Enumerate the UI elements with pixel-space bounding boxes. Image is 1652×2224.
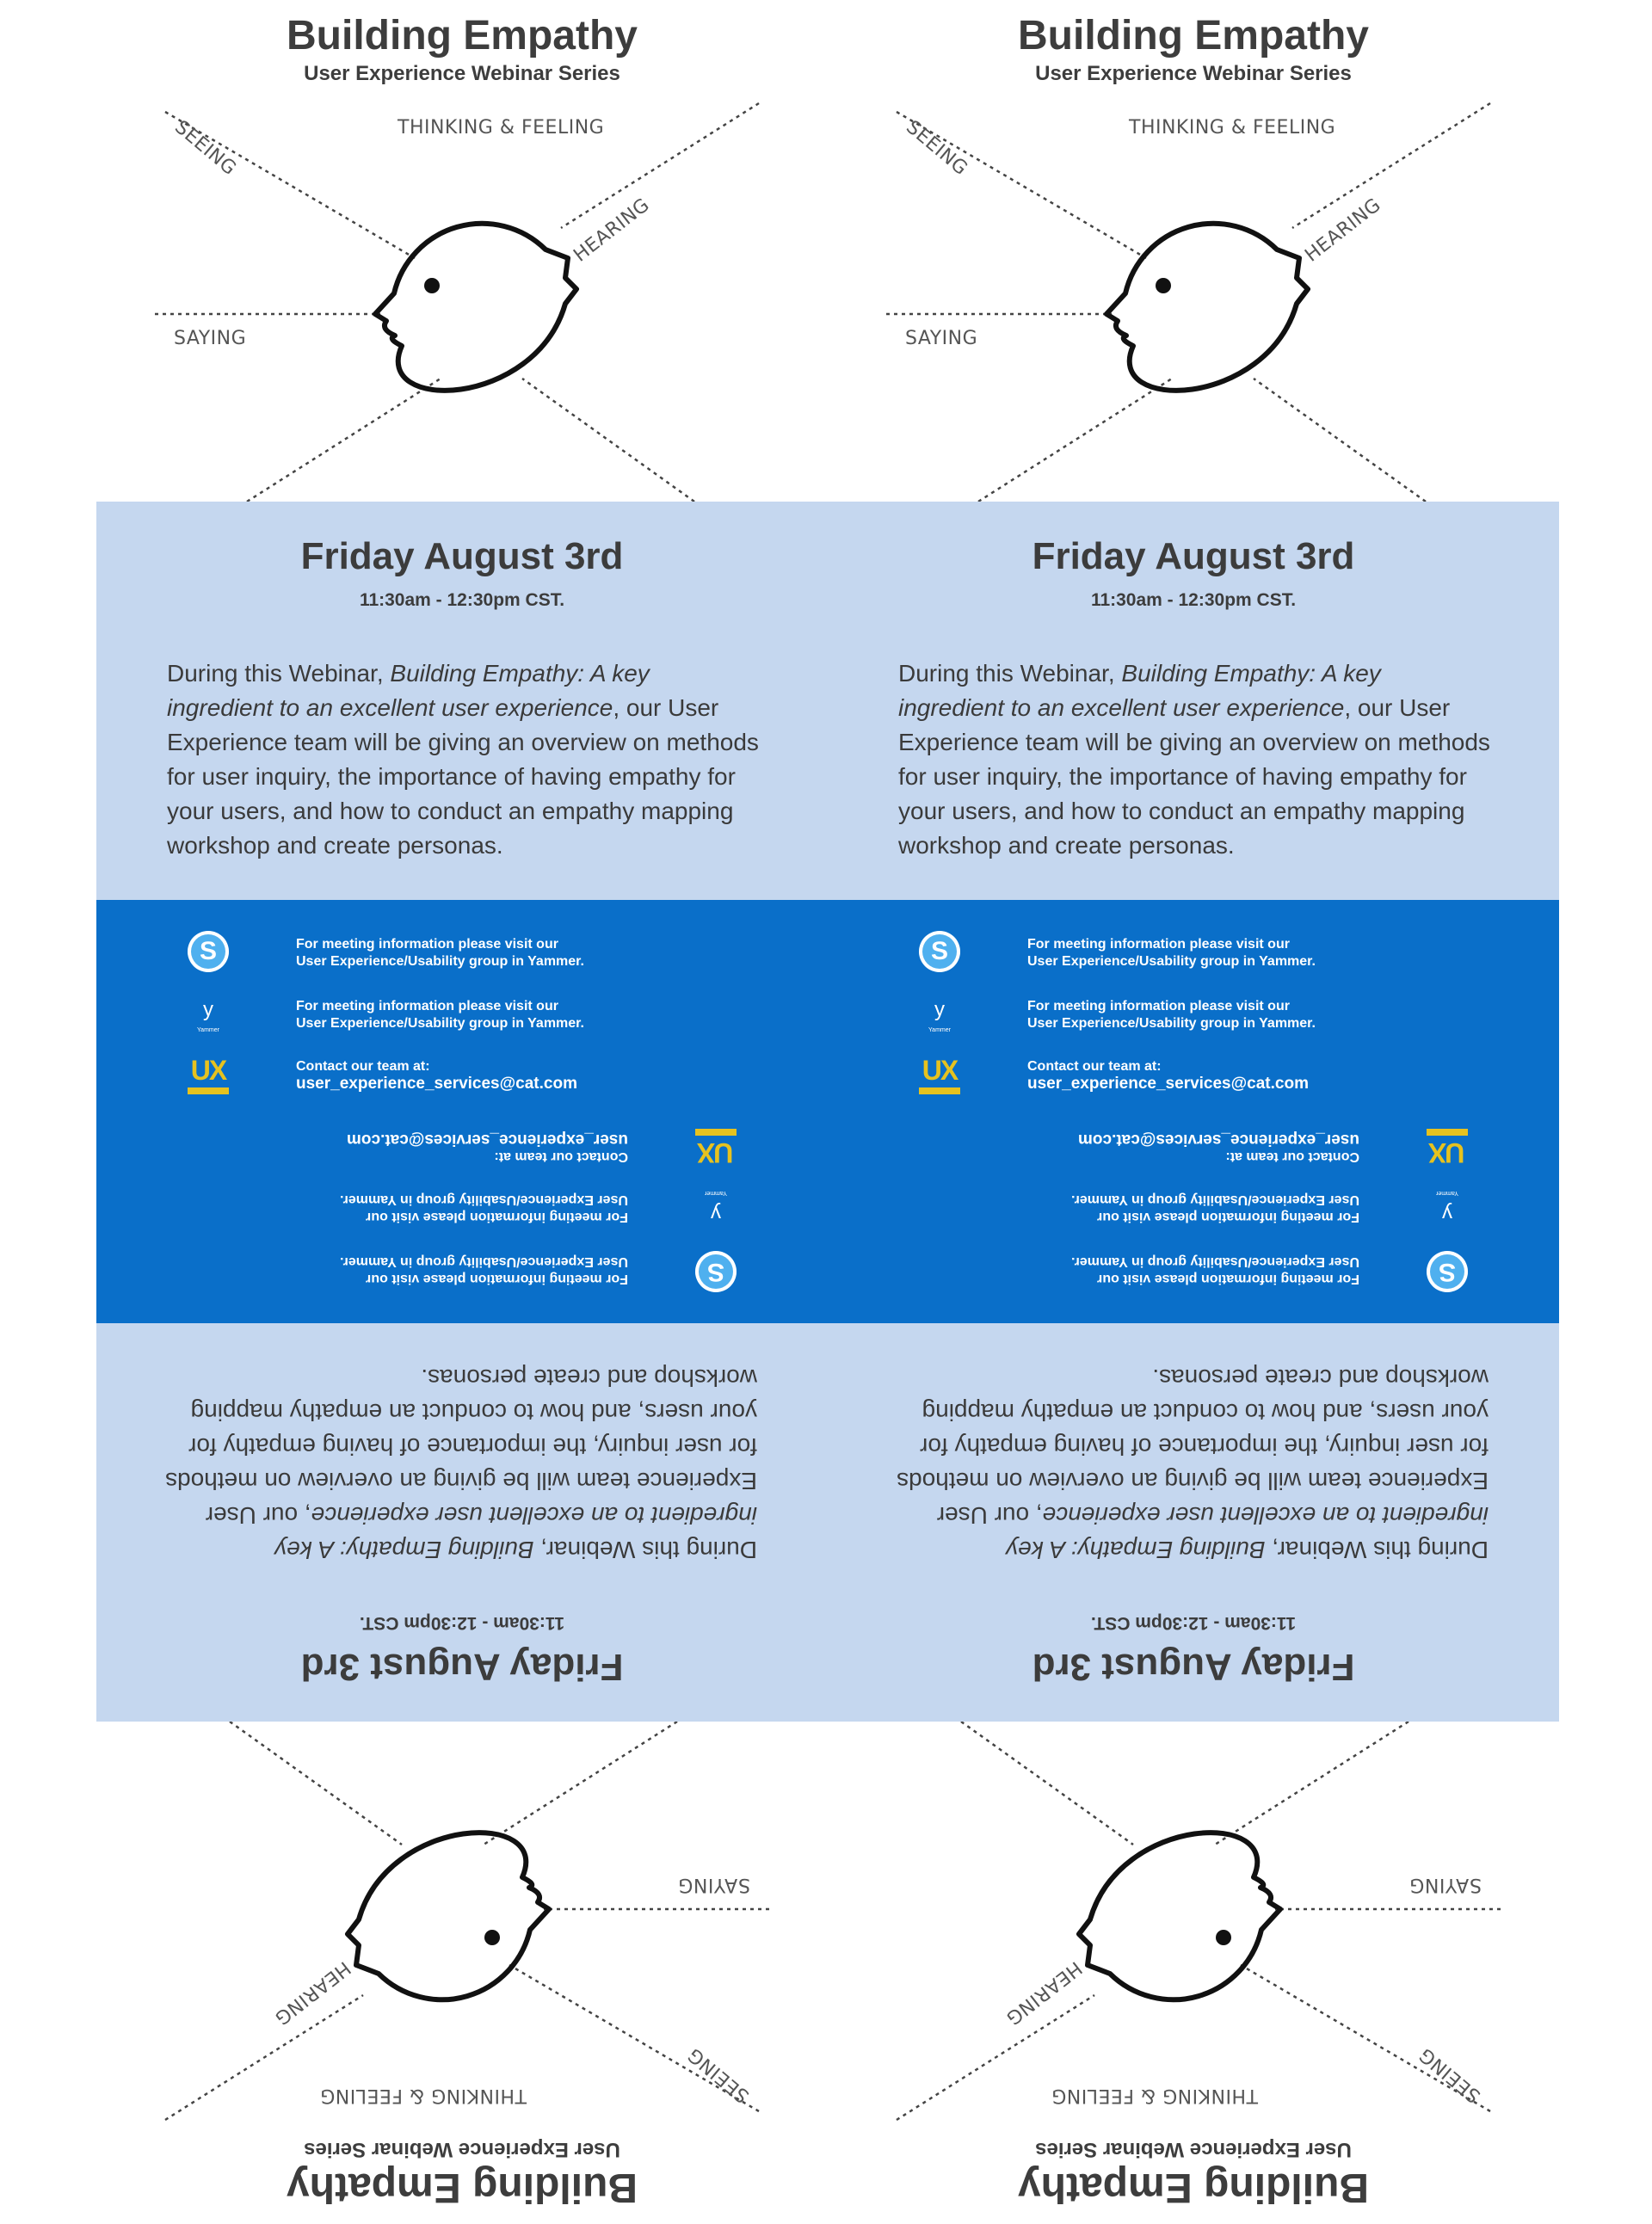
contact-panel <box>828 1112 1559 1323</box>
contact-panel <box>96 1112 828 1323</box>
contact-email-link[interactable]: user_experience_services@cat.com <box>347 1130 628 1149</box>
contact-row-skype: S For meeting information please visit our User Experience/Usability group in Yammer. <box>828 1246 1559 1297</box>
card-title: Building Empathy <box>287 2165 638 2210</box>
empathy-map <box>96 1722 828 2223</box>
contact-row-yammer: y Yammer For meeting information please visit our User Experience/Usability group in Yammer. <box>96 1184 828 1235</box>
event-time: 11:30am - 12:30pm CST. <box>359 590 565 610</box>
hearing-label: HEARING <box>570 194 654 267</box>
skype-icon[interactable]: S <box>695 1251 737 1292</box>
thinking-feeling-label: THINKING & FEELING <box>1051 2085 1258 2106</box>
ux-logo-icon: UX <box>1427 1129 1468 1170</box>
saying-label: SAYING <box>174 328 247 349</box>
flyer-panel-right <box>828 0 1559 2224</box>
event-details <box>828 502 1559 900</box>
saying-label: SAYING <box>1409 1874 1482 1895</box>
contact-row-email: UX Contact our team at: user_experience_services@cat.com <box>828 1124 1559 1175</box>
ux-logo-icon: UX <box>919 1053 960 1094</box>
event-details <box>96 1323 828 1722</box>
skype-icon[interactable]: S <box>188 931 229 972</box>
card-title: Building Empathy <box>1018 2165 1369 2210</box>
empathy-map <box>828 0 1559 502</box>
contact-email-link[interactable]: user_experience_services@cat.com <box>1078 1130 1359 1149</box>
event-time: 11:30am - 12:30pm CST. <box>1090 1613 1297 1633</box>
contact-row-email: UX Contact our team at: user_experience_services@cat.com <box>96 1124 828 1175</box>
bottom-left-line <box>1215 1722 1409 1845</box>
event-date: Friday August 3rd <box>300 1646 624 1688</box>
contact-row-yammer: y Yammer For meeting information please visit our User Experience/Usability group in Yammer. <box>96 988 828 1039</box>
flyer-half-inverted <box>828 1112 1559 2223</box>
bottom-left-line <box>484 1722 677 1845</box>
flyer-panel-left <box>96 0 828 2224</box>
card-subtitle: User Experience Webinar Series <box>304 2138 620 2161</box>
contact-email-link[interactable]: user_experience_services@cat.com <box>1027 1075 1309 1093</box>
thinking-feeling-label: THINKING & FEELING <box>319 2085 527 2106</box>
contact-row-email: UX Contact our team at: user_experience_services@cat.com <box>828 1048 1559 1100</box>
event-date: Friday August 3rd <box>1032 1646 1355 1688</box>
skype-icon[interactable]: S <box>919 931 960 972</box>
card-title: Building Empathy <box>287 13 638 59</box>
seeing-label: SEEING <box>170 116 241 181</box>
ux-logo-icon: UX <box>188 1053 229 1094</box>
bottom-right-line <box>961 1722 1133 1845</box>
empathy-map <box>96 0 828 502</box>
hearing-label: HEARING <box>1002 1956 1086 2030</box>
saying-label: SAYING <box>677 1874 750 1895</box>
event-date: Friday August 3rd <box>1032 535 1355 577</box>
card-subtitle: User Experience Webinar Series <box>304 62 620 85</box>
yammer-icon[interactable]: y Yammer <box>197 998 219 1033</box>
event-description: During this Webinar, Building Empathy: A key ingredient to an excellent user experience, our User Experience team will be giving an overview on methods for user inquiry, the importance of having empathy for your users, and how to conduct an empathy mapping workshop and create personas. <box>898 660 1490 859</box>
head-icon <box>1079 1833 1280 1999</box>
empathy-map <box>828 1722 1559 2223</box>
card-subtitle: User Experience Webinar Series <box>1035 2138 1352 2161</box>
bottom-right-line <box>1254 379 1426 502</box>
hearing-label: HEARING <box>270 1956 354 2030</box>
contact-email-link[interactable]: user_experience_services@cat.com <box>296 1075 577 1093</box>
card-subtitle: User Experience Webinar Series <box>1035 62 1352 85</box>
saying-label: SAYING <box>905 328 978 349</box>
seeing-label: SEEING <box>1415 2042 1485 2107</box>
contact-row-yammer: y Yammer For meeting information please visit our User Experience/Usability group in Yammer. <box>828 988 1559 1039</box>
thinking-feeling-label: THINKING & FEELING <box>1129 117 1336 139</box>
event-description: During this Webinar, Building Empathy: A key ingredient to an excellent user experience, our User Experience team will be giving an overview on methods for user inquiry, the importance of having empathy for your users, and how to conduct an empathy mapping workshop and create personas. <box>167 660 759 859</box>
yammer-icon[interactable]: y Yammer <box>705 1190 727 1225</box>
contact-panel <box>828 900 1559 1112</box>
head-icon <box>348 1833 549 1999</box>
contact-row-yammer: y Yammer For meeting information please visit our User Experience/Usability group in Yammer. <box>828 1184 1559 1235</box>
skype-icon[interactable]: S <box>1427 1251 1468 1292</box>
bottom-left-line <box>247 379 441 502</box>
head-icon <box>375 224 576 391</box>
ux-logo-icon: UX <box>695 1129 737 1170</box>
bottom-right-line <box>230 1722 402 1845</box>
card-title: Building Empathy <box>1018 13 1369 59</box>
seeing-label: SEEING <box>683 2042 754 2107</box>
event-description: During this Webinar, Building Empathy: A key ingredient to an excellent user experience, our User Experience team will be giving an overview on methods for user inquiry, the importance of having empathy for your users, and how to conduct an empathy mapping workshop and create personas. <box>165 1365 757 1563</box>
event-date: Friday August 3rd <box>300 535 624 577</box>
contact-row-skype: S For meeting information please visit our User Experience/Usability group in Yammer. <box>96 1246 828 1297</box>
flyer-half-upright <box>828 0 1559 1112</box>
head-icon <box>1106 224 1308 391</box>
bottom-right-line <box>522 379 694 502</box>
contact-row-skype: S For meeting information please visit our User Experience/Usability group in Yammer. <box>96 926 828 977</box>
contact-row-skype: S For meeting information please visit our User Experience/Usability group in Yammer. <box>828 926 1559 977</box>
event-description: During this Webinar, Building Empathy: A key ingredient to an excellent user experience, our User Experience team will be giving an overview on methods for user inquiry, the importance of having empathy for your users, and how to conduct an empathy mapping workshop and create personas. <box>897 1365 1489 1563</box>
thinking-feeling-label: THINKING & FEELING <box>398 117 605 139</box>
bottom-left-line <box>978 379 1172 502</box>
yammer-icon[interactable]: y Yammer <box>928 998 951 1033</box>
contact-row-email: UX Contact our team at: user_experience_services@cat.com <box>96 1048 828 1100</box>
hearing-label: HEARING <box>1301 194 1385 267</box>
event-time: 11:30am - 12:30pm CST. <box>1090 590 1297 610</box>
event-details <box>828 1323 1559 1722</box>
event-details <box>96 502 828 900</box>
flyer-half-upright <box>96 0 828 1112</box>
contact-panel <box>96 900 828 1112</box>
seeing-label: SEEING <box>902 116 972 181</box>
event-time: 11:30am - 12:30pm CST. <box>359 1613 565 1633</box>
flyer-half-inverted <box>96 1112 828 2223</box>
yammer-icon[interactable]: y Yammer <box>1436 1190 1458 1225</box>
